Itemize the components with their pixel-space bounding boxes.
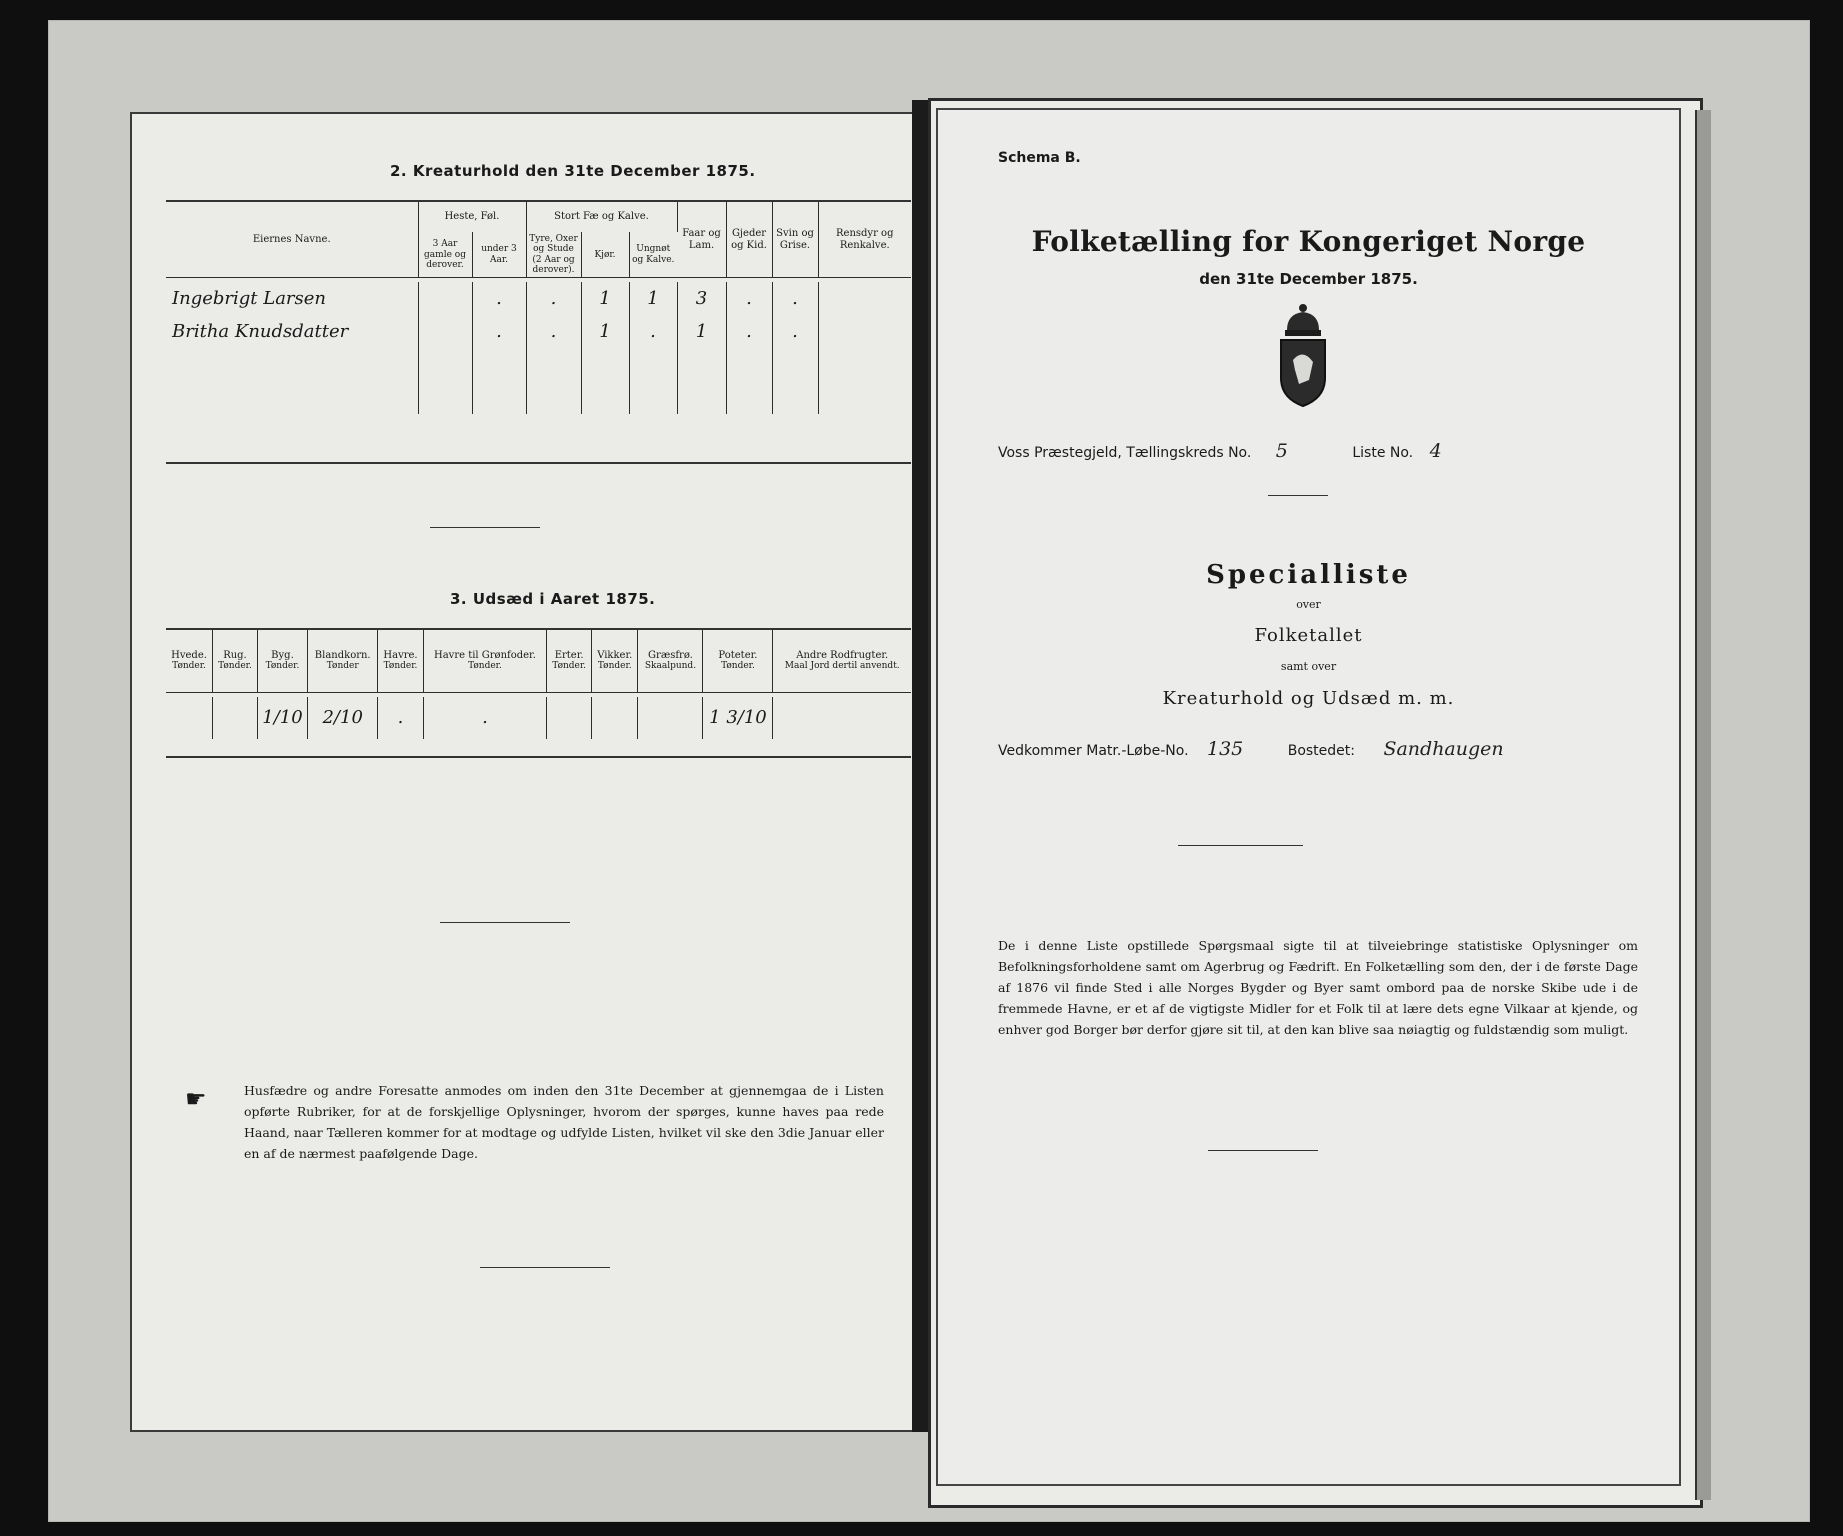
- cell: [592, 697, 638, 739]
- seed-table: [166, 630, 911, 739]
- special-list-title: Specialliste: [1206, 560, 1411, 590]
- cell: 1: [677, 315, 726, 348]
- seed-header: Græsfrø. Skaalpund.: [638, 630, 703, 692]
- cell: [773, 697, 911, 739]
- cell: .: [726, 282, 772, 315]
- header-horses: Heste, Føl.: [418, 202, 526, 232]
- header-cattle-cows: Kjør.: [581, 232, 629, 278]
- divider: [430, 527, 540, 528]
- header-goats: Gjeder og Kid.: [726, 202, 772, 278]
- seed-header: Byg. Tønder.: [257, 630, 307, 692]
- list-label: Liste No.: [1352, 445, 1414, 461]
- cell: .: [526, 282, 581, 315]
- seed-header: Blandkorn. Tønder: [308, 630, 378, 692]
- cell: 1: [581, 282, 629, 315]
- cell: 3: [677, 282, 726, 315]
- header-reindeer: Rensdyr og Renkalve.: [836, 228, 894, 251]
- header-cattle: Stort Fæ og Kalve.: [526, 202, 677, 232]
- seed-header: Hvede. Tønder.: [166, 630, 213, 692]
- cell: .: [726, 315, 772, 348]
- cell: [818, 315, 911, 348]
- pointing-hand-icon: ☛: [185, 1085, 207, 1113]
- owner-name: Britha Knudsdatter: [166, 315, 418, 348]
- cell: .: [629, 315, 677, 348]
- table-rule-bottom: [166, 462, 911, 464]
- left-page: [130, 112, 915, 1432]
- district-label: Tællingskreds No.: [1126, 445, 1252, 461]
- seed-header: Andre Rodfrugter. Maal Jord dertil anvendt.: [784, 649, 900, 672]
- cell: [818, 282, 911, 315]
- matr-line: [998, 738, 1504, 760]
- samt-over-text: samt over: [1280, 660, 1337, 673]
- page-edge: [1695, 110, 1711, 1500]
- kreaturhold-text: Kreaturhold og Udsæd m. m.: [1162, 688, 1455, 709]
- matr-no: 135: [1207, 738, 1244, 760]
- cell: 1/10: [257, 697, 307, 739]
- livestock-table: [166, 202, 911, 414]
- header-cattle-young: Ungnøt og Kalve.: [632, 244, 675, 265]
- cell: .: [526, 315, 581, 348]
- cell: [166, 697, 213, 739]
- title-page: [936, 108, 1681, 1486]
- cell: 1: [629, 282, 677, 315]
- cell: .: [378, 697, 423, 739]
- main-title: Folketælling for Kongeriget Norge: [1031, 225, 1586, 258]
- cell: 1 3/10: [703, 697, 773, 739]
- divider: [440, 922, 570, 923]
- table-row: [166, 697, 911, 739]
- right-page: [928, 98, 1703, 1508]
- list-no: 4: [1429, 440, 1442, 462]
- cell: .: [472, 315, 526, 348]
- census-date: den 31te December 1875.: [1199, 270, 1418, 288]
- notice-text: Husfædre og andre Foresatte anmodes om inden den 31te December at gjennemgaa de i Listen opførte Rubriker, for at de forskjellige Oplysninger, hvorom der spørges, kunne haves paa rede Haand, naar Tælleren kommer for at modtage og udfylde Listen, hvilket vil ske den 3die Januar eller en af de nærmest paafølgende Dage.: [244, 1083, 884, 1161]
- cell: 1: [581, 315, 629, 348]
- table-row: [166, 282, 911, 315]
- divider: [1268, 495, 1328, 496]
- cell: [638, 697, 703, 739]
- cell: [418, 282, 472, 315]
- table-row: [166, 348, 911, 381]
- norway-coat-of-arms-icon: [1273, 300, 1333, 410]
- header-horses-old: 3 Aar gamle og derover.: [418, 232, 472, 278]
- seed-header: Havre. Tønder.: [378, 630, 423, 692]
- divider: [480, 1267, 610, 1268]
- divider: [1178, 845, 1303, 846]
- district-no: 5: [1275, 440, 1288, 462]
- seed-header: Rug. Tønder.: [213, 630, 258, 692]
- header-cattle-bulls: Tyre, Oxer og Stude (2 Aar og derover).: [526, 232, 581, 278]
- section2-title: 2. Kreaturhold den 31te December 1875.: [390, 162, 756, 180]
- cell: 2/10: [308, 697, 378, 739]
- district-line: [998, 440, 1442, 462]
- header-owner: Eiernes Navne.: [166, 202, 418, 278]
- seed-header: Havre til Grønfoder. Tønder.: [423, 630, 547, 692]
- header-horses-young: under 3 Aar.: [472, 232, 526, 278]
- folketallet-text: Folketallet: [1254, 625, 1363, 646]
- bosted-value: Sandhaugen: [1383, 738, 1504, 760]
- seed-header: Erter. Tønder.: [547, 630, 592, 692]
- seed-header: Poteter. Tønder.: [703, 630, 773, 692]
- over-text: over: [1296, 598, 1321, 611]
- table-row: [166, 381, 911, 414]
- schema-label: Schema B.: [998, 150, 1081, 166]
- cell: [213, 697, 258, 739]
- owner-name: Ingebrigt Larsen: [166, 282, 418, 315]
- cell: .: [772, 282, 818, 315]
- header-sheep: Faar og Lam.: [677, 202, 726, 278]
- census-note: De i denne Liste opstillede Spørgsmaal sigte til at tilveiebringe statistiske Oplysninger om Befolkningsforholdene samt om Agerbrug og Fædrift. En Folketælling som den, der i de første Dage af 1876 vil finde Sted i alle Norges Bygder og Byer samt ombord paa de norske Skibe ude i de fremmede Havne, er et af de vigtigste Midler for et Folk til at lære dets egne Vilkaar at kjende, og enhver god Borger bør derfor gjøre sit til, at den kan blive saa nøiagtig og fuldstændig som muligt.: [998, 938, 1638, 1037]
- cell: [547, 697, 592, 739]
- table-rule-bottom: [166, 756, 911, 758]
- header-pigs: Svin og Grise.: [772, 202, 818, 278]
- bosted-label: Bostedet:: [1287, 743, 1355, 759]
- section3-title: 3. Udsæd i Aaret 1875.: [450, 590, 656, 608]
- cell: .: [772, 315, 818, 348]
- matr-label: Vedkommer Matr.-Løbe-No.: [998, 743, 1189, 759]
- table-row: [166, 315, 911, 348]
- cell: [418, 315, 472, 348]
- parish-label: Voss Præstegjeld,: [998, 445, 1122, 461]
- seed-header: Vikker. Tønder.: [592, 630, 638, 692]
- divider: [1208, 1150, 1318, 1151]
- cell: .: [472, 282, 526, 315]
- cell: .: [423, 697, 547, 739]
